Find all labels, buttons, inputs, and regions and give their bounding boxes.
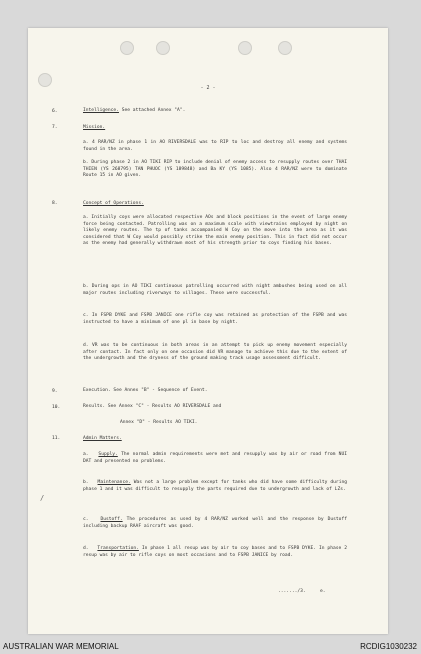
continuation-marker: ......./3. [278,589,306,594]
section-number: 7. [52,125,58,130]
paragraph-11d: d. Transportation. In phase 1 all resup was by air to coy bases and to FSPB DYKE. In phase 2 resup was by air to rifle coys on most occasions and to FSPB JANICE by road. [83,546,347,558]
subsection-heading: Maintenance. [97,480,131,485]
archive-reference: RCDIG1030232 [360,642,417,651]
subsection-heading: Supply. [98,452,118,457]
subsection-text: Was not a large problem except for tanks who did have some difficulty during phase 1 and it was difficult to resupply the parts required due to undergrowth and lack of LZs. [83,480,347,492]
section-results-line2: Annex "D" - Results AO TIKI. [120,420,198,425]
punch-hole [278,41,292,55]
section-number: 6. [52,109,58,114]
paragraph-8c: c. In FSPB DYKE and FSPB JANICE one rifle coy was retained as protection of the FSPB and was instructed to have a minimum of one pl in base by night. [83,313,347,325]
subsection-text: The procedures as used by 4 RAR/NZ worked well and the response by Dustoff including backup RAAF aircraft was good. [83,517,347,529]
section-text: See attached Annex "A". [118,108,186,113]
section-number: 8. [52,201,58,206]
page-number: - 2 - [200,85,216,91]
section-number: 9. [52,389,58,394]
archive-footer [0,640,421,654]
subsection-heading: Transportation. [97,546,139,551]
archive-name: AUSTRALIAN WAR MEMORIAL [3,642,119,651]
section-heading: Admin Matters. [83,436,122,441]
paragraph-11b: b. Maintenance. Was not a large problem except for tanks who did have some difficulty during phase 1 and it was difficult to resupply the parts required due to undergrowth and lack of LZs. [83,480,347,492]
section-heading: Intelligence. [83,108,119,113]
paragraph-8a: a. Initially coys were allocated respective AOs and block positions in the event of large enemy force being contacted. Patrolling was on a maximum scale with viewtrains employed by night on likely enemy routes. The tp of tanks accompanied W Coy on the move into the area as it was considered that W Coy would possibly strike the main enemy position. This in fact did not occur as the enemy had generally withdrawn most of his strength prior to coys finding his bases. [83,215,347,247]
paragraph-8b: b. During ops in AO TIKI continuous patrolling occurred with night ambushes being used on all major routes including riverways to villages. These were successful. [83,284,347,296]
punch-hole [238,41,252,55]
section-execution: Execution. See Annex "B" - Sequence of Event. [83,388,208,393]
paragraph-7b: b. During phase 2 in AO TIKI RIP to include denial of enemy access to resupply routes over THAI THIEN (YS 268795) TAN PHUOC (YS 189848) and Ba KY (YS 1085). Also 4 RAR/NZ were to dominate Route 15 in AO given. [83,160,347,179]
punch-hole [156,41,170,55]
subsection-text: The normal admin requirements were met and resupply was by air or road from NUI DAT and presented no problems. [83,452,347,464]
paragraph-11a: a. Supply. The normal admin requirements were met and resupply was by air or road from NUI DAT and presented no problems. [83,452,347,464]
continuation-next: e. [320,589,326,594]
document-page [28,28,388,634]
section-results-line1: Results. See Annex "C" - Results AO RIVERSDALE and [83,404,222,409]
subsection-text: In phase 1 all resup was by air to coy bases and to FSPB DYKE. In phase 2 resup was by air to rifle coys on most occasions and to FSPB JANICE by road. [83,546,347,558]
section-number: 11. [52,436,61,441]
section-intelligence [83,108,347,115]
paragraph-8d: d. VR was to be continuous in both areas in an attempt to pick up enemy movement especially after contact. In fact only on one occasion did VR manage to achieve this due to the extent of the undergrowth and the dryness of the ground making track usage assessment difficult. [83,343,347,362]
section-heading: Mission. [83,125,106,130]
margin-mark: / [40,494,45,502]
paragraph-11c: c. Dustoff. The procedures as used by 4 RAR/NZ worked well and the response by Dustoff including backup RAAF aircraft was good. [83,517,347,529]
punch-hole [120,41,134,55]
section-heading: Concept of Operations. [83,201,144,206]
subsection-heading: Dustoff. [100,517,123,522]
paragraph-7a: a. 4 RAR/NZ in phase 1 in AO RIVERSDALE was to RIP to loc and destroy all enemy and systems found in the area. [83,140,347,152]
section-number: 10. [52,405,61,410]
